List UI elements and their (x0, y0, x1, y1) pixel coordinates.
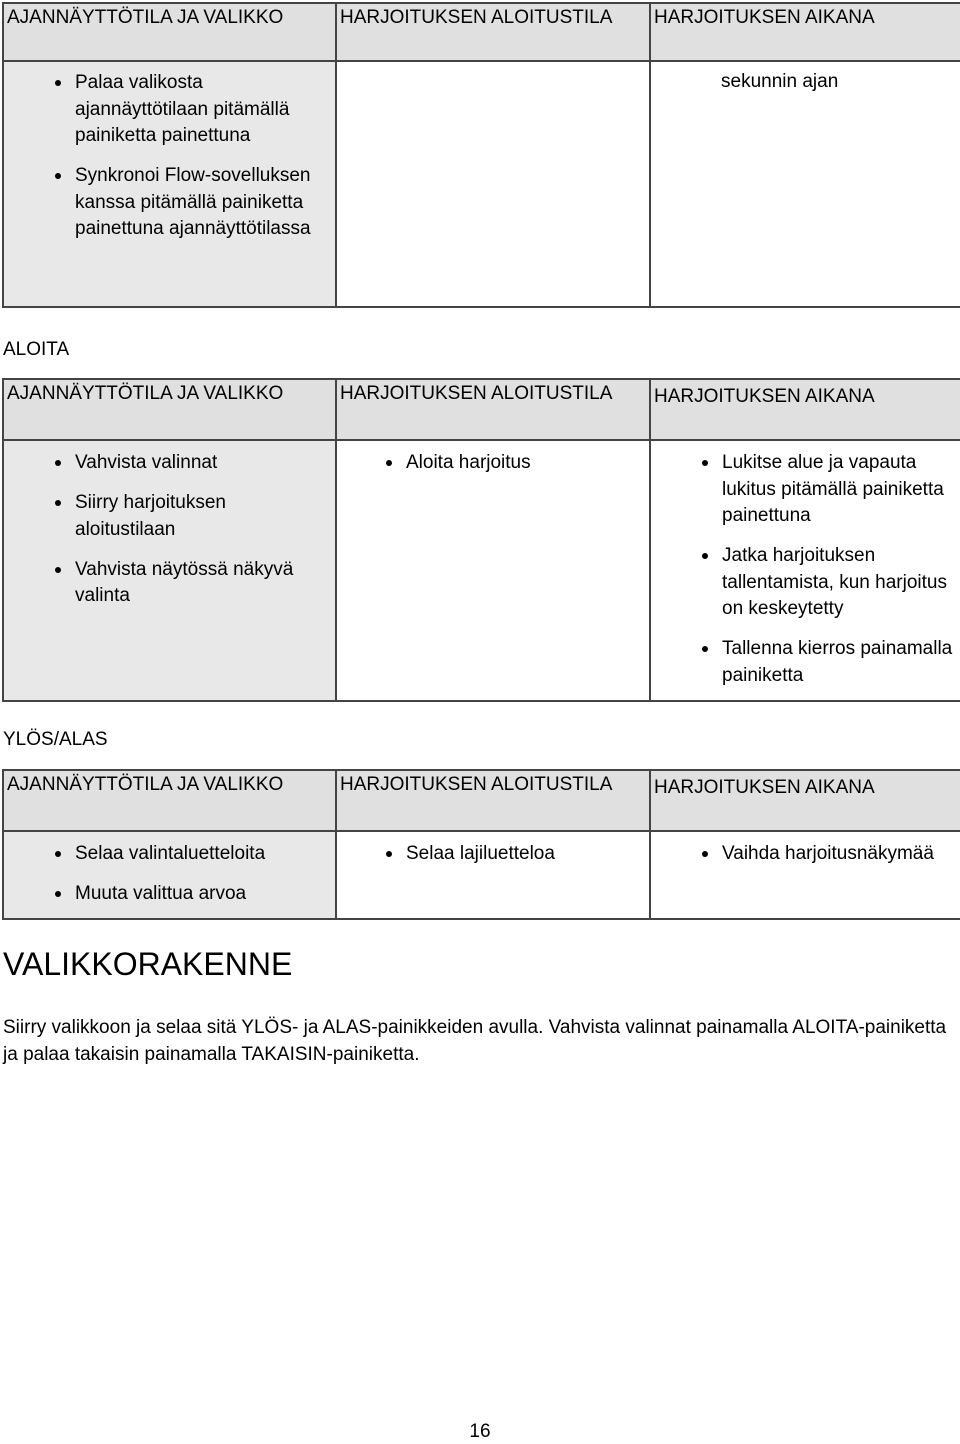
list-item: Synkronoi Flow-sovelluksen kanssa pitämällä painiketta painettuna ajannäyttötilassa (75, 163, 323, 243)
bullet-list (651, 832, 960, 878)
header-text: AJANNÄYTTÖTILA JA VALIKKO (7, 774, 284, 795)
header-text: HARJOITUKSEN AIKANA (654, 386, 875, 407)
table-previous-button (2, 2, 960, 308)
bullet-list (4, 832, 335, 918)
table-ylos-alas (2, 769, 960, 920)
cell-aloitustila (336, 61, 650, 307)
list-item: Vahvista näytössä näkyvä valinta (75, 557, 323, 610)
list-item: Tallenna kierros painamalla painiketta (722, 636, 955, 689)
header-aloitustila (336, 770, 650, 831)
header-aloitustila (336, 3, 650, 61)
list-item: Vaihda harjoitusnäkymää (722, 841, 960, 868)
list-item: Selaa lajiluetteloa (406, 841, 637, 868)
page-number: 16 (469, 1421, 491, 1442)
cell-text: sekunnin ajan (721, 71, 839, 92)
cell-aikana (650, 831, 960, 919)
header-text: HARJOITUKSEN ALOITUSTILA (340, 7, 613, 28)
section-heading-valikkorakenne: VALIKKORAKENNE (3, 946, 293, 982)
header-aikana (650, 3, 960, 61)
header-aikana (650, 379, 960, 440)
bullet-list (337, 441, 649, 487)
header-text: HARJOITUKSEN ALOITUSTILA (340, 383, 613, 404)
list-item: Aloita harjoitus (406, 450, 637, 477)
header-aikana (650, 770, 960, 831)
list-item: Vahvista valinnat (75, 450, 323, 477)
list-item: Lukitse alue ja vapauta lukitus pitämällä painiketta painettuna (722, 450, 955, 530)
cell-ajannayttotila (3, 440, 336, 701)
header-text: AJANNÄYTTÖTILA JA VALIKKO (7, 383, 284, 404)
cell-ajannayttotila (3, 831, 336, 919)
cell-aloitustila (336, 831, 650, 919)
bullet-list (4, 62, 335, 253)
cell-ajannayttotila (3, 61, 336, 307)
bullet-list (651, 441, 960, 699)
header-ajannayttotila (3, 770, 336, 831)
cell-aloitustila (336, 440, 650, 701)
list-item: Jatka harjoituksen tallentamista, kun harjoitus on keskeytetty (722, 543, 955, 623)
header-text: HARJOITUKSEN ALOITUSTILA (340, 774, 613, 795)
bullet-list (337, 832, 649, 878)
header-ajannayttotila (3, 379, 336, 440)
header-ajannayttotila (3, 3, 336, 61)
table-aloita (2, 378, 960, 702)
header-text: HARJOITUKSEN AIKANA (654, 777, 875, 798)
list-item: Palaa valikosta ajannäyttötilaan pitämällä painiketta painettuna (75, 70, 323, 150)
header-aloitustila (336, 379, 650, 440)
list-item: Siirry harjoituksen aloitustilaan (75, 490, 323, 543)
list-item: Selaa valintaluetteloita (75, 841, 323, 868)
section-label-aloita: ALOITA (3, 339, 70, 360)
section-label-ylos-alas: YLÖS/ALAS (3, 729, 108, 750)
header-text: AJANNÄYTTÖTILA JA VALIKKO (7, 7, 284, 28)
cell-aikana (650, 440, 960, 701)
valikkorakenne-paragraph: Siirry valikkoon ja selaa sitä YLÖS- ja ALAS-painikkeiden avulla. Vahvista valinnat painamalla ALOITA-painiketta ja palaa takaisin painamalla TAKAISIN-painiketta. (3, 1017, 947, 1065)
bullet-list (4, 441, 335, 620)
header-text: HARJOITUKSEN AIKANA (654, 7, 875, 28)
cell-aikana (650, 61, 960, 307)
list-item: Muuta valittua arvoa (75, 881, 323, 908)
